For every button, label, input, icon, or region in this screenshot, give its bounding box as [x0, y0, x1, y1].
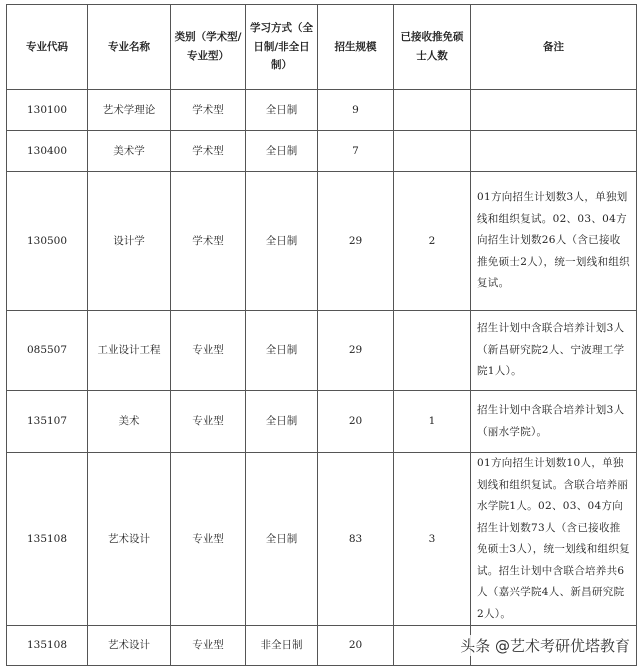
- cell-exempt: [394, 311, 471, 391]
- cell-type: 专业型: [171, 626, 246, 666]
- cell-mode: 非全日制: [246, 626, 318, 666]
- cell-type: 学术型: [171, 131, 246, 172]
- cell-type: 专业型: [171, 453, 246, 626]
- table-row: [7, 311, 637, 391]
- cell-note: 01方向招生计划数10人，单独划线和组织复试。含联合培养丽水学院1人。02、03、04方向招生计划数73人（含已接收推免硕士3人），统一划线和组织复试。招生计划中含联合培养共6人（嘉兴学院4人、新昌研究院2人）。: [471, 453, 637, 626]
- table-row: [7, 131, 637, 172]
- cell-mode: 全日制: [246, 90, 318, 131]
- table-row: [7, 90, 637, 131]
- cell-name: 美术: [88, 391, 171, 453]
- cell-name: 工业设计工程: [88, 311, 171, 391]
- cell-code: 130500: [7, 172, 88, 311]
- cell-type: 学术型: [171, 172, 246, 311]
- header-code: 专业代码: [7, 5, 88, 90]
- cell-code: 130100: [7, 90, 88, 131]
- cell-exempt: 1: [394, 391, 471, 453]
- header-note: 备注: [471, 5, 637, 90]
- cell-mode: 全日制: [246, 391, 318, 453]
- cell-scale: 83: [318, 453, 394, 626]
- cell-type: 学术型: [171, 90, 246, 131]
- cell-note: 01方向招生计划数3人，单独划线和组织复试。02、03、04方向招生计划数26人（含已接收推免硕士2人），统一划线和组织复试。: [471, 172, 637, 311]
- cell-mode: 全日制: [246, 172, 318, 311]
- cell-code: 135108: [7, 626, 88, 666]
- cell-exempt: [394, 131, 471, 172]
- cell-note: [471, 131, 637, 172]
- header-row: [7, 5, 637, 90]
- cell-code: 135107: [7, 391, 88, 453]
- cell-note: [471, 90, 637, 131]
- cell-scale: 9: [318, 90, 394, 131]
- cell-code: 085507: [7, 311, 88, 391]
- cell-name: 艺术设计: [88, 453, 171, 626]
- cell-name: 设计学: [88, 172, 171, 311]
- cell-mode: 全日制: [246, 453, 318, 626]
- header-mode: 学习方式（全日制/非全日制）: [246, 5, 318, 90]
- cell-scale: 29: [318, 311, 394, 391]
- watermark-text: 头条 @艺术考研优塔教育: [460, 637, 630, 655]
- cell-exempt: 3: [394, 453, 471, 626]
- table-row: [7, 453, 637, 626]
- cell-scale: 20: [318, 626, 394, 666]
- cell-exempt: 2: [394, 172, 471, 311]
- cell-exempt: [394, 90, 471, 131]
- cell-scale: 20: [318, 391, 394, 453]
- table-row: [7, 172, 637, 311]
- cell-mode: 全日制: [246, 311, 318, 391]
- cell-scale: 7: [318, 131, 394, 172]
- cell-name: 美术学: [88, 131, 171, 172]
- enrollment-table: [6, 4, 637, 666]
- cell-code: 135108: [7, 453, 88, 626]
- cell-note: 招生计划中含联合培养计划3人（丽水学院）。: [471, 391, 637, 453]
- cell-code: 130400: [7, 131, 88, 172]
- header-name: 专业名称: [88, 5, 171, 90]
- cell-mode: 全日制: [246, 131, 318, 172]
- cell-type: 专业型: [171, 311, 246, 391]
- cell-type: 专业型: [171, 391, 246, 453]
- cell-name: 艺术学理论: [88, 90, 171, 131]
- header-type: 类别（学术型/专业型）: [171, 5, 246, 90]
- header-scale: 招生规模: [318, 5, 394, 90]
- header-exempt: 已接收推免硕士人数: [394, 5, 471, 90]
- table-row: [7, 391, 637, 453]
- cell-scale: 29: [318, 172, 394, 311]
- cell-name: 艺术设计: [88, 626, 171, 666]
- cell-note: 招生计划中含联合培养计划3人（新昌研究院2人、宁波理工学院1人）。: [471, 311, 637, 391]
